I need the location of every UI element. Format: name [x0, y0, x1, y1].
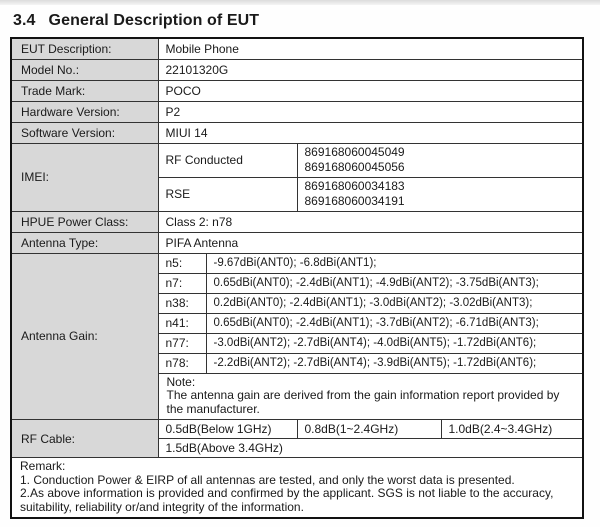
row-label: IMEI:	[11, 143, 158, 211]
table-row	[11, 101, 583, 122]
row-label: HPUE Power Class:	[11, 211, 158, 232]
table-row	[11, 122, 583, 143]
row-label: Hardware Version:	[11, 101, 158, 122]
rf-cable-value: 0.8dB(1~2.4GHz)	[297, 420, 441, 439]
row-value: Class 2: n78	[158, 211, 583, 232]
imei-number: 869168060034183	[304, 179, 405, 193]
row-label: EUT Description:	[11, 38, 158, 59]
remark-block	[11, 458, 583, 519]
page-top-edge	[0, 0, 600, 5]
imei-type: RF Conducted	[158, 143, 297, 177]
band-gains: -3.0dBi(ANT2); -2.7dBi(ANT4); -4.0dBi(ANT5); -1.72dBi(ANT6);	[206, 333, 583, 353]
row-value: POCO	[158, 80, 583, 101]
remark-line: 1. Conduction Power & EIRP of all antennas are tested, and only the worst data is presented.	[20, 472, 515, 487]
band-label: n78:	[158, 353, 206, 373]
rf-cable-value: 1.5dB(Above 3.4GHz)	[158, 439, 583, 458]
band-gains: 0.65dBi(ANT0); -2.4dBi(ANT1); -4.9dBi(ANT2); -3.75dBi(ANT3);	[206, 273, 583, 293]
table-row-antenna-gain	[11, 253, 583, 273]
section-title-text: General Description of EUT	[48, 12, 260, 29]
imei-type: RSE	[158, 177, 297, 211]
row-label: Antenna Gain:	[11, 253, 158, 420]
remark-line: 2.As above information is provided and confirmed by the applicant. SGS is not liable to the accuracy, suitability, reliability or/and integrity of the information.	[20, 486, 554, 514]
band-label: n38:	[158, 293, 206, 313]
table-row-rf-cable	[11, 420, 583, 439]
section-title	[13, 12, 600, 30]
row-value: 22101320G	[158, 59, 583, 80]
row-label: Antenna Type:	[11, 232, 158, 253]
band-gains: -2.2dBi(ANT2); -2.7dBi(ANT4); -3.9dBi(ANT5); -1.72dBi(ANT6);	[206, 353, 583, 373]
table-row-imei	[11, 143, 583, 177]
row-label: Trade Mark:	[11, 80, 158, 101]
band-label: n7:	[158, 273, 206, 293]
row-label: RF Cable:	[11, 420, 158, 458]
band-label: n5:	[158, 253, 206, 273]
imei-number: 869168060034191	[304, 194, 405, 208]
row-value: MIUI 14	[158, 122, 583, 143]
band-gains: 0.2dBi(ANT0); -2.4dBi(ANT1); -3.0dBi(ANT2); -3.02dBi(ANT3);	[206, 293, 583, 313]
imei-values	[297, 177, 583, 211]
note-title: Note:	[166, 374, 196, 389]
table-row	[11, 59, 583, 80]
row-label: Model No.:	[11, 59, 158, 80]
remark-title: Remark:	[20, 459, 66, 473]
band-label: n77:	[158, 333, 206, 353]
table-row-remark	[11, 458, 583, 519]
imei-number: 869168060045056	[304, 160, 405, 174]
row-value: P2	[158, 101, 583, 122]
table-row	[11, 38, 583, 59]
row-value: PIFA Antenna	[158, 232, 583, 253]
band-label: n41:	[158, 313, 206, 333]
band-gains: -9.67dBi(ANT0); -6.8dBi(ANT1);	[206, 253, 583, 273]
section-number: 3.4	[13, 12, 36, 29]
table-row	[11, 232, 583, 253]
rf-cable-value: 0.5dB(Below 1GHz)	[158, 420, 297, 439]
row-label: Software Version:	[11, 122, 158, 143]
band-gains: 0.65dBi(ANT0); -2.4dBi(ANT1); -3.7dBi(ANT2); -6.71dBi(ANT3);	[206, 313, 583, 333]
imei-values	[297, 143, 583, 177]
eut-description-table	[10, 37, 584, 519]
row-value: Mobile Phone	[158, 38, 583, 59]
antenna-gain-note	[158, 373, 583, 420]
imei-number: 869168060045049	[304, 145, 405, 159]
table-row	[11, 80, 583, 101]
rf-cable-value: 1.0dB(2.4~3.4GHz)	[441, 420, 583, 439]
table-row	[11, 211, 583, 232]
note-body: The antenna gain are derived from the gain information report provided by the manufacturer.	[166, 388, 560, 416]
